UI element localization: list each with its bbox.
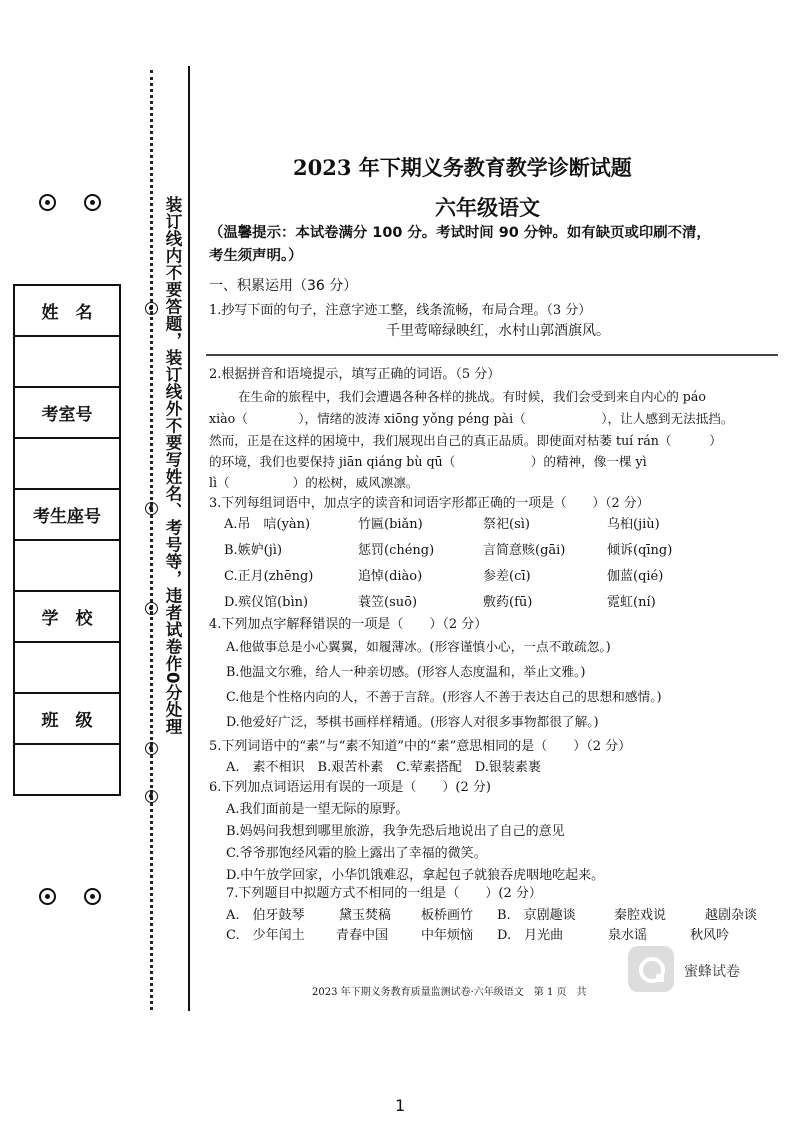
q4-option-d: D.他爱好广泛，琴棋书画样样精通。(形容人对很多事物都很了解。) — [226, 714, 599, 729]
question-4-stem: 4.下列加点字解释错误的一项是（ ）（2 分） — [209, 617, 488, 632]
q3-row-b-3: 言简意赅(gāi) — [483, 543, 566, 558]
q7-row2-item: 秋风吟 — [690, 928, 730, 943]
q4-option-c: C.他是个性格内向的人，不善于言辞。(形容人不善于表达自己的思想和感情。) — [226, 689, 662, 704]
binding-dot-icon — [145, 302, 158, 315]
q3-row-a-4: 乌桕(jiù) — [607, 517, 660, 532]
seat-label: 考生座号 — [14, 489, 120, 540]
binding-dotted-line — [150, 70, 153, 1010]
seat-field[interactable] — [14, 540, 120, 591]
room-label: 考室号 — [14, 387, 120, 438]
q7-row1-item: 秦腔戏说 — [614, 908, 667, 923]
question-2-line-5: lì（ ）的松树，威风凛凛。 — [209, 475, 419, 490]
class-field[interactable] — [14, 744, 120, 795]
q7-row1-item: 越剧杂谈 — [705, 908, 758, 923]
question-1-stem: 1.抄写下面的句子，注意字迹工整，线条流畅，布局合理。（3 分） — [209, 303, 592, 318]
student-info-table — [13, 284, 121, 796]
q3-row-b-1: B.嫉妒(jì) — [224, 543, 283, 558]
q3-row-c-4: 伽蓝(qié) — [607, 569, 664, 584]
answer-line — [206, 354, 778, 356]
q3-row-d-2: 蓑笠(suō) — [358, 595, 418, 610]
binding-hole-icon — [39, 194, 56, 211]
question-2-line-1: 在生命的旅程中，我们会遭遇各种各样的挑战。有时候，我们会受到来自内心的 páo — [238, 389, 706, 404]
question-2-stem: 2.根据拼音和语境提示，填写正确的词语。（5 分） — [209, 367, 501, 382]
name-field[interactable] — [14, 336, 120, 387]
q7-row1-item: B. 京剧趣谈 — [497, 908, 576, 923]
q3-row-c-3: 参差(cī) — [483, 569, 531, 584]
q3-row-d-4: 霓虹(ní) — [607, 595, 656, 610]
q3-row-c-2: 追悼(diào) — [358, 569, 423, 584]
exam-title: 2023 年下期义务教育教学诊断试题 — [293, 155, 632, 180]
q7-row2-item: C. 少年闰土 — [226, 928, 305, 943]
q4-option-b: B.他温文尔雅，给人一种亲切感。(形容人态度温和，举止文雅。) — [226, 664, 586, 679]
q3-row-b-4: 倾诉(qīng) — [607, 543, 673, 558]
q7-row2-item: 中年烦恼 — [421, 928, 474, 943]
watermark-text: 蜜蜂试卷 — [684, 964, 740, 980]
beehive-logo-icon — [628, 946, 674, 992]
q6-option-b: B.妈妈问我想到哪里旅游，我争先恐后地说出了自己的意见 — [226, 824, 565, 839]
question-5-stem: 5.下列词语中的“素”与“素不知道”中的“素”意思相同的是（ ）（2 分） — [209, 739, 632, 754]
school-label: 学 校 — [14, 591, 120, 642]
q7-row2-item: 泉水谣 — [608, 928, 648, 943]
question-2-line-4: 的环境，我们也要保持 jiān qiáng bù qū（ ）的精神，像一棵 yì — [209, 454, 647, 469]
room-field[interactable] — [14, 438, 120, 489]
class-label: 班 级 — [14, 693, 120, 744]
q3-row-c-1: C.正月(zhēng) — [224, 569, 314, 584]
q7-row2-item: D. 月光曲 — [497, 928, 564, 943]
q6-option-d: D.中午放学回家，小华饥饿难忍，拿起包子就狼吞虎咽地吃起来。 — [226, 868, 605, 883]
q7-row1-item: 黛玉焚稿 — [339, 908, 392, 923]
q3-row-a-3: 祭祀(sì) — [483, 517, 530, 532]
question-2-line-3: 然而，正是在这样的困境中，我们展现出自己的真正品质。即使面对枯萎 tuí rán（ ） — [209, 433, 722, 448]
exam-subtitle: 六年级语文 — [435, 195, 540, 220]
q3-row-d-1: D.殡仪馆(bìn) — [224, 595, 309, 610]
q3-row-b-2: 惩罚(chéng) — [358, 543, 435, 558]
q7-row1-item: A. 伯牙鼓琴 — [226, 908, 305, 923]
q7-row2-item: 青春中国 — [336, 928, 389, 943]
question-2-line-2: xiào（ ），情绪的波涛 xiōng yǒng péng pài（ ），让人感到无法抵挡。 — [209, 411, 734, 426]
q3-row-a-1: A.吊 唁(yàn) — [224, 517, 311, 532]
question-1-sentence: 千里莺啼绿映红，水村山郭酒旗风。 — [386, 323, 610, 339]
binding-dot-icon — [145, 602, 158, 615]
page-footer: 2023 年下期义务教育质量监测试卷·六年级语文 第 1 页 共 — [312, 987, 587, 998]
page-number: 1 — [395, 1096, 406, 1115]
q4-option-a: A.他做事总是小心翼翼，如履薄冰。(形容谨慎小心，一点不敢疏忽。) — [226, 639, 611, 654]
binding-hole-icon — [84, 194, 101, 211]
school-field[interactable] — [14, 642, 120, 693]
q3-row-a-2: 竹匾(biǎn) — [358, 517, 423, 532]
binding-hole-icon — [84, 888, 101, 905]
binding-warning-text: 装订线内不要答题，装订线外不要写姓名、考号等，违者试卷作0分处理 — [163, 196, 182, 735]
question-6-stem: 6.下列加点词语运用有误的一项是（ ）(2 分) — [209, 780, 491, 795]
question-3-stem: 3.下列每组词语中，加点字的读音和词语字形都正确的一项是（ ）（2 分） — [209, 496, 650, 511]
q6-option-a: A.我们面前是一望无际的原野。 — [226, 802, 409, 817]
q7-row1-item: 板桥画竹 — [421, 908, 474, 923]
binding-hole-icon — [39, 888, 56, 905]
binding-dot-icon — [145, 790, 158, 803]
q3-row-d-3: 敷药(fū) — [483, 595, 533, 610]
notice-line-1: （温馨提示：本试卷满分 100 分。考试时间 90 分钟。如有缺页或印刷不清， — [209, 225, 711, 241]
binding-dot-icon — [145, 742, 158, 755]
question-7-stem: 7.下列题目中拟题方式不相同的一组是（ ）(2 分） — [226, 886, 542, 901]
binding-dot-icon — [145, 502, 158, 515]
notice-line-2: 考生须声明。） — [209, 248, 303, 264]
binding-solid-line — [188, 66, 190, 1011]
q5-options: A. 素不相识 B.艰苦朴素 C.荤素搭配 D.银装素裹 — [226, 760, 541, 775]
section-heading: 一、积累运用（36 分） — [209, 278, 358, 294]
q6-option-c: C.爷爷那饱经风霜的脸上露出了幸福的微笑。 — [226, 846, 487, 861]
name-label: 姓 名 — [14, 285, 120, 336]
